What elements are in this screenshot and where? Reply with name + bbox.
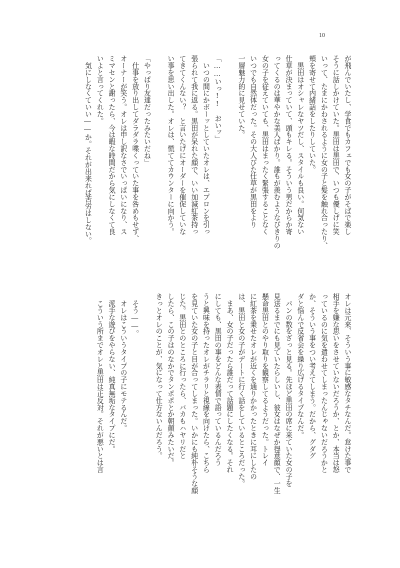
text-line: したら、この子はのなかでタンポポとか朝顔みたいだ。 xyxy=(166,293,175,466)
text-line: 仕事を放り出してダラダラ喋くっていた事を咎めもせず、 xyxy=(130,55,139,242)
text-line: を見ていた女の子と目が合ってしまった。いかにも純朴そうな顔 xyxy=(189,293,198,494)
text-line: か、そういう事をつい考えてしまう。だから、グダグ xyxy=(307,293,316,460)
text-line: 懸命黒田とのやり取りを観察してるようだった。トレイ xyxy=(260,293,269,466)
text-line: ミマセンと謝ったら、今は暇な時間だから気にしなくて良 xyxy=(107,55,116,235)
text-line: 「やっぱり友達だったみたいだね」 xyxy=(142,55,151,166)
text-line: 「……いっ!! おいッ」 xyxy=(213,55,222,143)
text-line: いよと言ってくれた。 xyxy=(95,55,104,125)
text-line: いつの間にかボーッとしていたオレは、エプロンを引っ xyxy=(201,55,210,235)
text-line: 派手な遊びをやらない、純真無垢なタイプにだ。 xyxy=(107,293,116,453)
text-line: 気にしなくていい――か。それが出来れば苦労はしない。 xyxy=(83,55,92,245)
text-line: が飛んでいたし、学食でもカフェでも女の子がそばで楽し xyxy=(343,55,351,235)
top-text-block xyxy=(81,55,352,269)
text-line: 相手を嫌な思いをさせていないだろうか、とか、本当は怒 xyxy=(331,293,340,473)
text-line: オーナーが笑う。オレは申し訳なさでいっぱいになり、ス xyxy=(118,55,127,235)
text-line: まあ、女の子だったら誰だって話題にしたくなる。それ xyxy=(225,293,234,473)
text-line: 女の子を従えていても、黒田はまったく緊張することなく xyxy=(260,55,269,235)
text-line: オレはこういうタイプの子にモテるんだ。 xyxy=(118,293,127,432)
text-line: は、黒田と女の子がデートに行く話をしているところだった。 xyxy=(236,293,245,487)
text-line: そうに話しかけていた。黒田は黒田で、いつも優しげに笑 xyxy=(331,55,340,235)
page-number: 10 xyxy=(319,33,325,39)
text-line: きっとオレのことが、気になって仕方ないんだろう。 xyxy=(154,293,163,460)
text-line: パンの数をざっと見る。先ほど黒田の席に来ていた女の子を xyxy=(284,293,293,487)
text-line: うと興味を持ったオレがチラリと視線を向けたら、こちら xyxy=(201,293,210,473)
text-line xyxy=(222,55,234,269)
text-line xyxy=(140,293,152,507)
text-line: にしても、黒田の事をどんな表情で語っているんだろう xyxy=(213,293,222,466)
text-line: 頬を寄せて内緒話をしたりしていた。 xyxy=(307,55,316,173)
text-line xyxy=(151,55,163,269)
text-line: に紅茶を乗せたオレが近くを通りかかったときに耳にしたの xyxy=(248,293,257,480)
text-line: じた。黒田とのところに行ったら、バカもハヤリだと xyxy=(177,293,186,460)
text-line: 仕草が決まっていて、頭もキレる。そういう男だからか寄 xyxy=(284,55,293,235)
text-line: いつでも自然体だった。その大人びた仕草が黒田をより xyxy=(248,55,257,228)
text-line: 見送るまでにも見ていたらしいし、彼女はなぜか得意顔で、一生 xyxy=(272,293,281,494)
text-line: こういう所までオレと黒田は正反対。それが悪いとは言 xyxy=(95,293,104,473)
text-line: ってくるのは華やかな美人ばかり。誰もが羨むようなびきりの xyxy=(272,55,281,249)
text-line: てきてくんない？ と言いたげにオーダーを催促していな xyxy=(177,55,186,235)
text-line: 一層魅力的に見せていた。 xyxy=(236,55,245,139)
text-line: オレは元来、そういう事に敏感なタチなんだ。怠けた事で xyxy=(343,293,351,473)
text-line: 張られて我に返る。黒田が呆れた顔で、いい加減紅茶持っ xyxy=(189,55,198,235)
text-line: いって、たまにかわされるように女の子と髪を触れ合ったり、 xyxy=(319,55,328,249)
text-line: っているのに気を遣わせてしまったんじゃないだろうかと xyxy=(319,293,328,473)
text-line: ダと悩んで反省会を繰り広げるタイプなんだ。 xyxy=(295,293,304,439)
text-line: そう――。 xyxy=(130,293,139,337)
text-line: 黒田はオシャレなヤツだし、スタイルも良い。何気ない xyxy=(295,55,304,235)
bottom-text-block xyxy=(92,293,352,507)
text-line: い事を思い出した。オレは、慌ててカウンターに向かう。 xyxy=(166,55,175,235)
